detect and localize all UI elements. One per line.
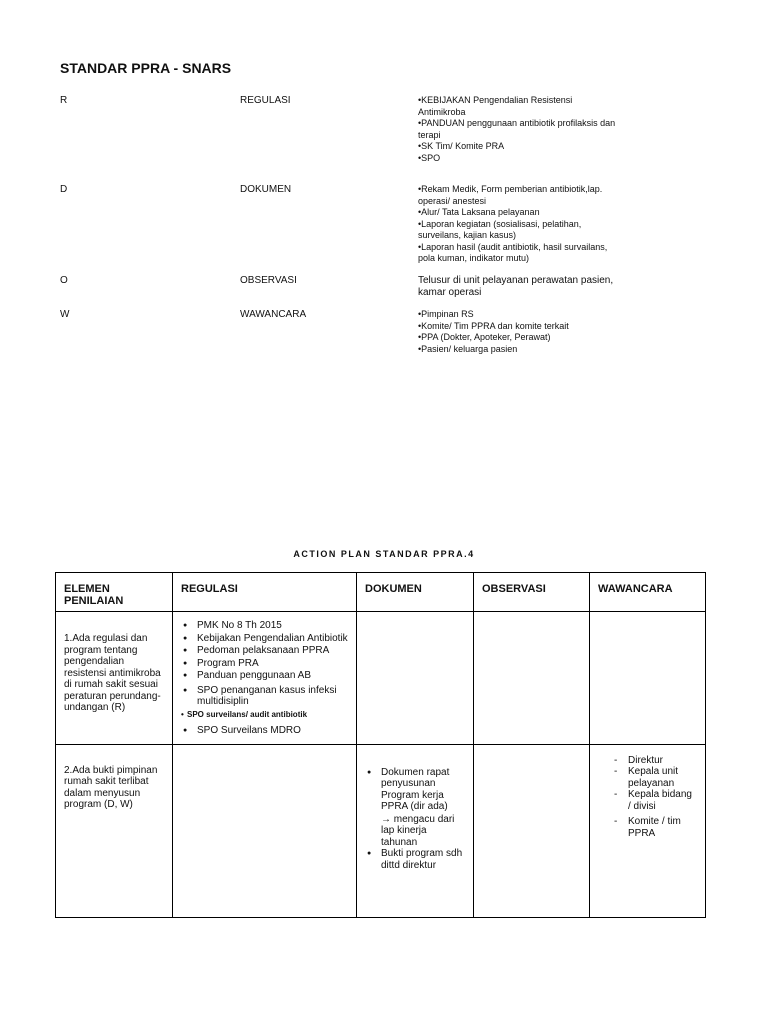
regulasi-list xyxy=(181,620,348,737)
cell-dokumen xyxy=(357,612,474,745)
rdow-code: D xyxy=(60,184,68,195)
elemen-text: 1.Ada regulasi dan program tentang pengendalian resistensi antimikroba di rumah sakit sesuai peraturan perundang-undangan (R) xyxy=(64,633,161,713)
cell-regulasi xyxy=(173,612,357,745)
rdow-item: •Laporan kegiatan (sosialisasi, pelatihan, surveilans, kajian kasus) xyxy=(418,218,582,240)
list-item: ● PMK No 8 Th 2015 xyxy=(181,620,348,632)
cell-regulasi xyxy=(173,744,357,917)
rdow-item: •SPO xyxy=(418,152,441,163)
wawancara-list xyxy=(614,755,697,840)
list-item: ● Dokumen rapat penyusunan Program kerja PPRA (dir ada) xyxy=(365,767,465,813)
list-item: ● Panduan penggunaan AB xyxy=(181,670,348,682)
rdow-label: WAWANCARA xyxy=(240,309,307,320)
cell-observasi xyxy=(474,744,590,917)
cell-elemen xyxy=(56,744,173,917)
list-item: ● Pedoman pelaksanaan PPRA xyxy=(181,645,348,657)
elemen-text: 2.Ada bukti pimpinan rumah sakit terlibat dalam menyusun program (D, W) xyxy=(64,764,158,810)
rdow-desc xyxy=(418,184,618,265)
rdow-desc xyxy=(418,95,618,164)
list-item: ● Kebijakan Pengendalian Antibiotik xyxy=(181,633,348,645)
list-item: • SPO surveilans/ audit antibiotik xyxy=(181,709,348,721)
cell-elemen xyxy=(56,612,173,745)
wawancara-list-wrap xyxy=(590,745,705,846)
rdow-item: •PPA (Dokter, Apoteker, Perawat) xyxy=(418,332,551,342)
arrow-note: → mengacu dari lap kinerja tahunan xyxy=(381,813,455,848)
dokumen-list-wrap xyxy=(357,745,473,879)
dokumen-list xyxy=(365,848,465,871)
list-item: ● SPO Surveilans MDRO xyxy=(181,725,348,737)
regulasi-list-wrap xyxy=(173,612,356,744)
header-wawancara: WAWANCARA xyxy=(590,573,706,612)
list-item: - Direktur xyxy=(614,755,697,767)
header-regulasi: REGULASI xyxy=(173,573,357,612)
dokumen-list xyxy=(365,767,465,813)
rdow-item: •Alur/ Tata Laksana pelayanan xyxy=(418,207,540,217)
rdow-item: •Komite/ Tim PPRA dan komite terkait xyxy=(418,320,569,331)
header-elemen: ELEMEN PENILAIAN xyxy=(56,573,173,612)
list-item: ● Program PRA xyxy=(181,658,348,670)
action-plan-title: ACTION PLAN STANDAR PPRA.4 xyxy=(293,549,475,559)
cell-wawancara xyxy=(590,612,706,745)
rdow-item: •Laporan hasil (audit antibiotik, hasil survailans, pola kuman, indikator mutu) xyxy=(418,241,608,263)
cell-wawancara xyxy=(590,744,706,917)
rdow-label: DOKUMEN xyxy=(240,184,292,195)
rdow-label: REGULASI xyxy=(240,95,291,106)
rdow-label: OBSERVASI xyxy=(240,275,297,286)
page-title: STANDAR PPRA - SNARS xyxy=(60,60,232,76)
rdow-item: Telusur di unit pelayanan perawatan pasien, kamar operasi xyxy=(418,275,614,298)
rdow-code: R xyxy=(60,95,68,106)
list-item: ● Bukti program sdh dittd direktur xyxy=(365,848,465,871)
rdow-code: O xyxy=(60,275,68,286)
cell-observasi xyxy=(474,612,590,745)
rdow-item: •Pimpinan RS xyxy=(418,309,474,319)
rdow-item: •KEBIJAKAN Pengendalian Resistensi Antimikroba xyxy=(418,95,573,117)
rdow-code: W xyxy=(60,309,70,320)
list-item: ● SPO penanganan kasus infeksi multidisiplin xyxy=(181,685,348,708)
rdow-item: •Rekam Medik, Form pemberian antibiotik,lap. operasi/ anestesi xyxy=(418,184,603,206)
cell-dokumen xyxy=(357,744,474,917)
rdow-desc xyxy=(418,275,618,298)
list-item: - Kepala bidang / divisi xyxy=(614,789,697,812)
table-row xyxy=(56,744,706,917)
header-dokumen: DOKUMEN xyxy=(357,573,474,612)
table-row xyxy=(56,612,706,745)
rdow-desc xyxy=(418,309,618,355)
list-item: - Kepala unit pelayanan xyxy=(614,766,697,789)
list-item: - Komite / tim PPRA xyxy=(614,816,697,839)
action-plan-table xyxy=(55,572,706,918)
rdow-item: •PANDUAN penggunaan antibiotik profilaksis dan terapi xyxy=(418,118,616,140)
rdow-item: •Pasien/ keluarga pasien xyxy=(418,343,518,354)
header-observasi: OBSERVASI xyxy=(474,573,590,612)
rdow-item: •SK Tim/ Komite PRA xyxy=(418,141,505,151)
table-header-row xyxy=(56,573,706,612)
